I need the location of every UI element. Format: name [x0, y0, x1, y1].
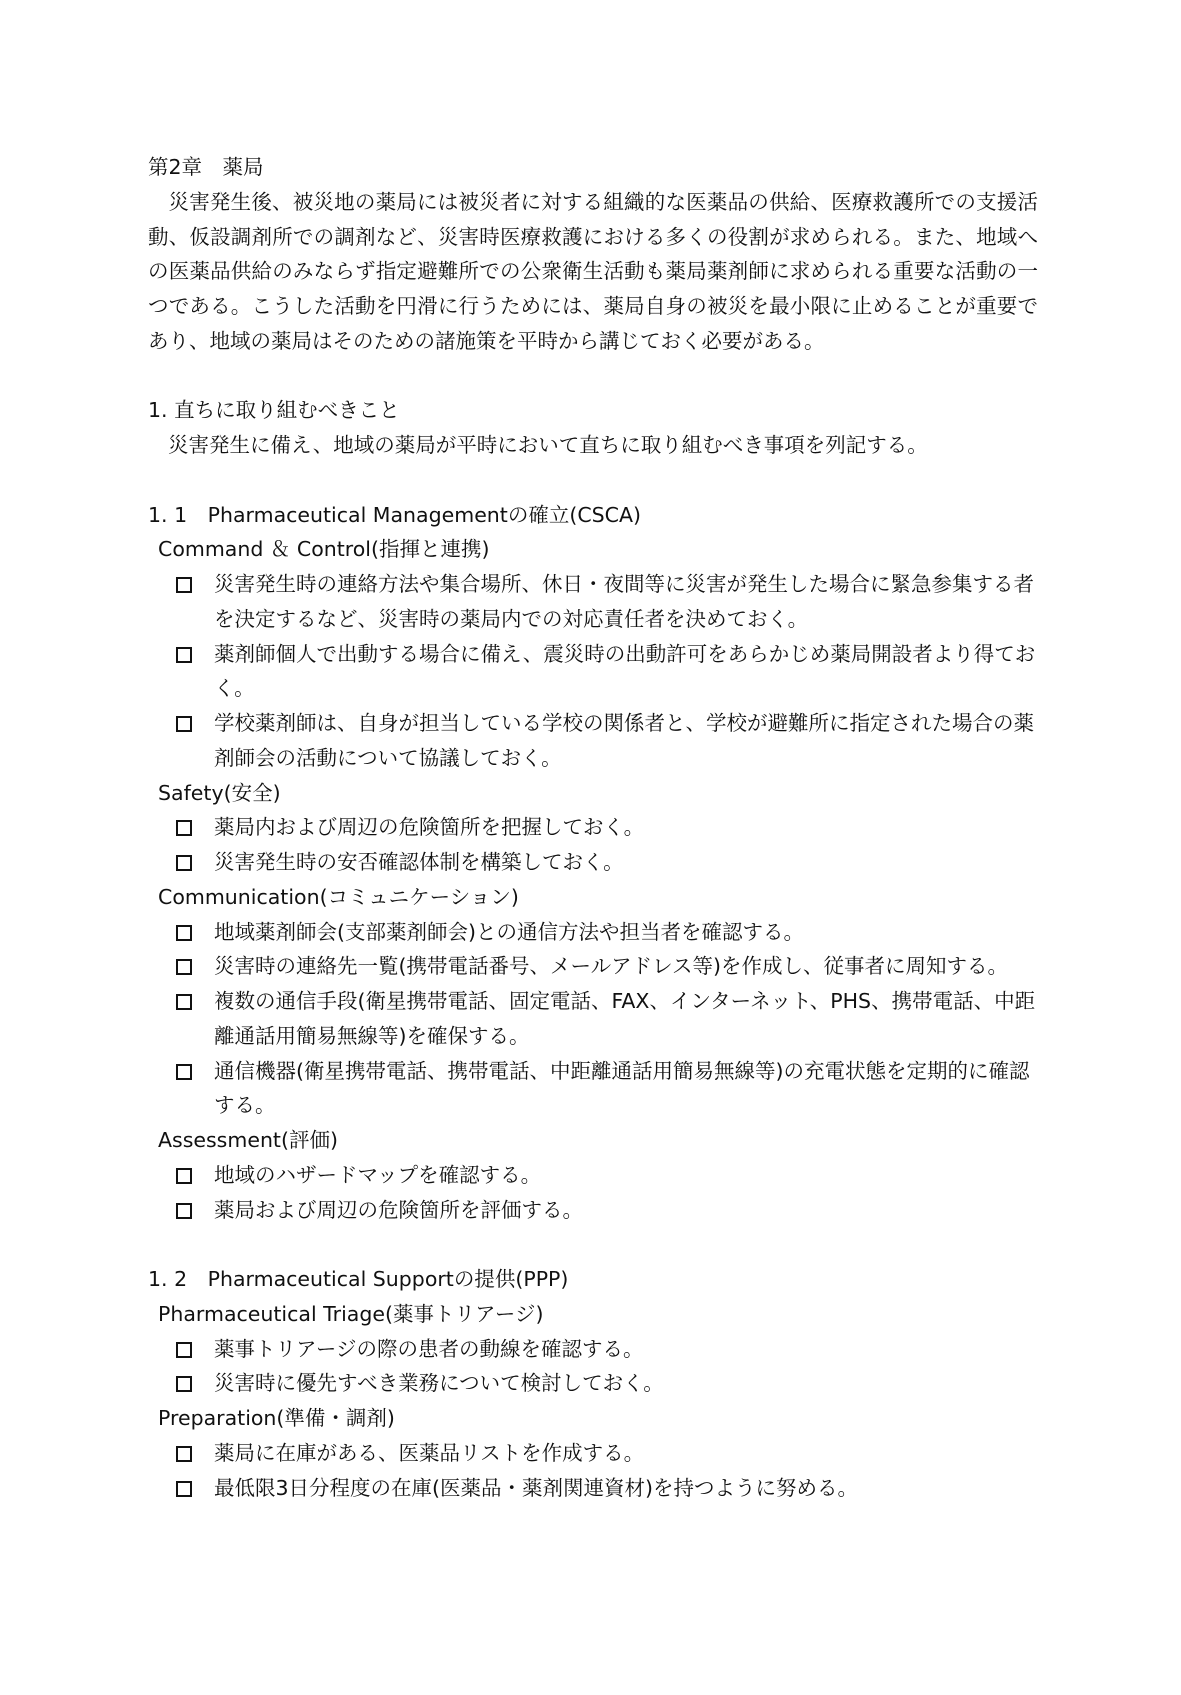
checkbox-icon — [176, 716, 192, 732]
checklist-item — [148, 1332, 1038, 1367]
checklist-item — [148, 845, 1038, 880]
checklist-item-text: 災害発生時の安否確認体制を構築しておく。 — [214, 850, 624, 874]
chapter-title: 第2章 薬局 — [148, 155, 264, 179]
checkbox-icon — [176, 647, 192, 663]
checkbox-icon — [176, 1481, 192, 1497]
checklist-item — [148, 1436, 1038, 1471]
checklist-item — [148, 810, 1038, 845]
checkbox-icon — [176, 855, 192, 871]
checkbox-icon — [176, 1376, 192, 1392]
checkbox-icon — [176, 820, 192, 836]
checkbox-icon — [176, 925, 192, 941]
group-title: Pharmaceutical Triage(薬事トリアージ) — [158, 1301, 544, 1326]
checklist-item — [148, 637, 1038, 707]
checklist-item-text: 学校薬剤師は、自身が担当している学校の関係者と、学校が避難所に指定された場合の薬剤師会の活動について協議しておく。 — [214, 711, 1034, 770]
section-lead: 災害発生に備え、地域の薬局が平時において直ちに取り組むべき事項を列記する。 — [168, 433, 928, 457]
checklist-item-text: 薬局および周辺の危険箇所を評価する。 — [214, 1197, 583, 1222]
checklist-item — [148, 915, 1038, 950]
checklist-item — [148, 706, 1038, 776]
checkbox-icon — [176, 1203, 192, 1219]
checklist-item — [148, 1193, 1038, 1228]
checklist-item-text: 薬事トリアージの際の患者の動線を確認する。 — [214, 1336, 644, 1361]
intro-paragraph: 災害発生後、被災地の薬局には被災者に対する組織的な医薬品の供給、医療救護所での支援活動、仮設調剤所での調剤など、災害時医療救護における多くの役割が求められる。また、地域への医薬品供給のみならず指定避難所での公衆衛生活動も薬局薬剤師に求められる重要な活動の一つである。こうした活動を円滑に行うためには、薬局自身の被災を最小限に止めることが重要であり、地域の薬局はそのための諸施策を平時から講じておく必要がある。 — [148, 189, 1038, 353]
checkbox-icon — [176, 994, 192, 1010]
checklist-item — [148, 949, 1038, 984]
checklist-item — [148, 567, 1038, 637]
checklist-item-text: 地域薬剤師会(支部薬剤師会)との通信方法や担当者を確認する。 — [214, 919, 804, 944]
checkbox-icon — [176, 1064, 192, 1080]
checkbox-icon — [176, 1446, 192, 1462]
group-title: Preparation(準備・調剤) — [158, 1406, 395, 1430]
spacer — [148, 463, 1038, 498]
group-title: Command ＆ Control(指揮と連携) — [158, 537, 490, 562]
checklist-item-text: 災害発生時の連絡方法や集合場所、休日・夜間等に災害が発生した場合に緊急参集する者を決定するなど、災害時の薬局内での対応責任者を決めておく。 — [214, 572, 1034, 631]
checklist-item — [148, 1366, 1038, 1401]
checklist-item-text: 最低限3日分程度の在庫(医薬品・薬剤関連資材)を持つように努める。 — [214, 1475, 859, 1500]
checklist-item — [148, 1054, 1038, 1124]
subsection-heading: 1. 1 Pharmaceutical Managementの確立(CSCA) — [148, 502, 641, 527]
checklist-item — [148, 984, 1038, 1054]
checkbox-icon — [176, 1342, 192, 1358]
checkbox-icon — [176, 1168, 192, 1184]
spacer — [148, 359, 1038, 394]
subsection-heading: 1. 2 Pharmaceutical Supportの提供(PPP) — [148, 1267, 569, 1291]
checklist-item — [148, 1158, 1038, 1193]
checklist-item-text: 災害時に優先すべき業務について検討しておく。 — [214, 1371, 664, 1396]
document-body — [148, 150, 1038, 1505]
spacer — [148, 1227, 1038, 1262]
checklist-item-text: 薬局に在庫がある、医薬品リストを作成する。 — [214, 1440, 645, 1465]
checklist-item-text: 薬剤師個人で出動する場合に備え、震災時の出動許可をあらかじめ薬局開設者より得ておく。 — [214, 641, 1036, 701]
checklist-item-text: 通信機器(衛星携帯電話、携帯電話、中距離通話用簡易無線等)の充電状態を定期的に確認する。 — [214, 1058, 1030, 1118]
group-title: Communication(コミュニケーション) — [158, 884, 519, 909]
checkbox-icon — [176, 959, 192, 975]
checklist-item — [148, 1471, 1038, 1506]
section-heading: 1. 直ちに取り組むべきこと — [148, 398, 400, 423]
checkbox-icon — [176, 577, 192, 593]
group-title: Assessment(評価) — [158, 1128, 338, 1152]
checklist-item-text: 薬局内および周辺の危険箇所を把握しておく。 — [214, 815, 645, 840]
checklist-item-text: 災害時の連絡先一覧(携帯電話番号、メールアドレス等)を作成し、従事者に周知する。 — [214, 954, 1008, 979]
checklist-item-text: 地域のハザードマップを確認する。 — [214, 1162, 542, 1187]
checklist-item-text: 複数の通信手段(衛星携帯電話、固定電話、FAX、インターネット、PHS、携帯電話、中距離通話用簡易無線等)を確保する。 — [214, 989, 1036, 1048]
group-title: Safety(安全) — [158, 780, 281, 805]
